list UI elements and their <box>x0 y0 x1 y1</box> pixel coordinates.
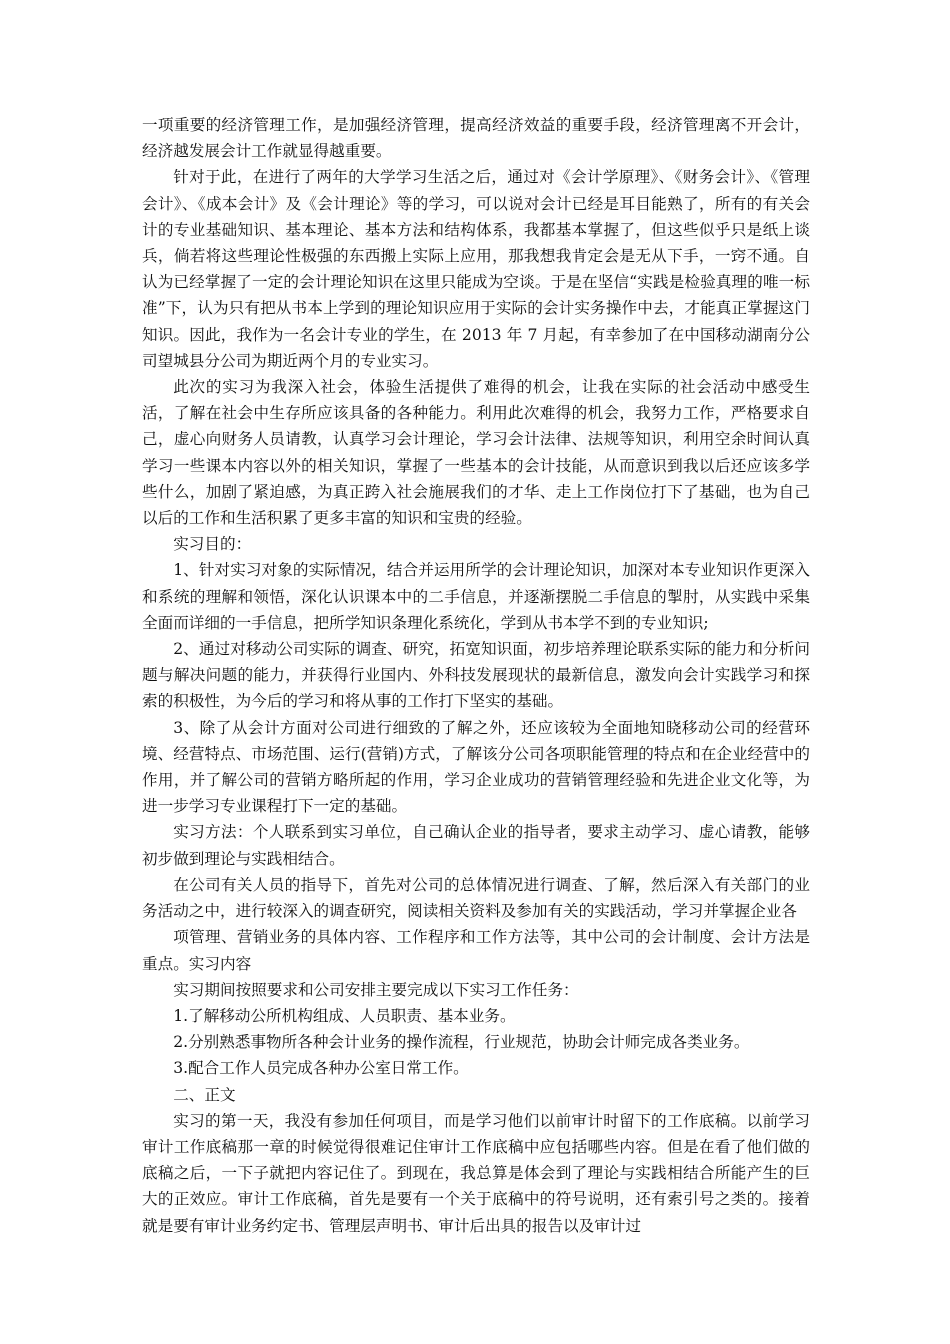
section-heading: 二、正文 <box>173 1085 236 1104</box>
paragraph-6: 2、通过对移动公司实际的调查、研究，拓宽知识面，初步培养理论联系实际的能力和分析问题与解决问题的能力，并获得行业国内、外科技发展现状的最新信息，激发向会计实践学习和探索的积极性，为今后的学习和将从事的工作打下坚实的基础。 <box>142 640 810 711</box>
paragraph-11: 实习期间按照要求和公司安排主要完成以下实习工作任务： <box>173 980 579 999</box>
document-page <box>142 112 810 1239</box>
paragraph-10: 项管理、营销业务的具体内容、工作程序和工作方法等，其中公司的会计制度、会计方法是重点。实习内容 <box>142 928 810 973</box>
paragraph-7: 3、除了从会计方面对公司进行细致的了解之外，还应该较为全面地知晓移动公司的经营环境、经营特点、市场范围、运行(营销)方式，了解该分公司各项职能管理的特点和在企业经营中的作用，并了解公司的营销方略所起的作用，学习企业成功的营销管理经验和先进企业文化等，为进一步学习专业课程打下一定的基础。 <box>142 718 810 816</box>
paragraph-9: 在公司有关人员的指导下，首先对公司的总体情况进行调查、了解，然后深入有关部门的业务活动之中，进行较深入的调查研究，阅读相关资料及参加有关的实践活动，学习并掌握企业各 <box>142 875 810 921</box>
paragraph-3: 此次的实习为我深入社会，体验生活提供了难得的机会，让我在实际的社会活动中感受生活，了解在社会中生存所应该具备的各种能力。利用此次难得的机会，我努力工作，严格要求自己，虚心向财务人员请教，认真学习会计理论，学习会计法律、法规等知识，利用空余时间认真学习一些课本内容以外的相关知识，掌握了一些基本的会计技能，从而意识到我以后还应该多学些什么，加剧了紧迫感，为真正跨入社会施展我们的才华、走上工作岗位打下了基础，也为自己以后的工作和生活积累了更多丰富的知识和宝贵的经验。 <box>142 378 810 528</box>
paragraph-14: 3.配合工作人员完成各种办公室日常工作。 <box>173 1059 469 1078</box>
paragraph-1: 一项重要的经济管理工作，是加强经济管理，提高经济效益的重要手段，经济管理离不开会计，经济越发展会计工作就显得越重要。 <box>142 116 810 161</box>
paragraph-4: 实习目的： <box>173 535 252 554</box>
paragraph-12: 1.了解移动公所机构组成、人员职责、基本业务。 <box>173 1006 516 1025</box>
paragraph-2: 针对于此，在进行了两年的大学学习生活之后，通过对《会计学原理》、《财务会计》、《管理会计》、《成本会计》及《会计理论》等的学习，可以说对会计已经是耳目能熟了，所有的有关会计的专业基础知识、基本理论、基本方法和结构体系，我都基本掌握了，但这些似乎只是纸上谈兵，倘若将这些理论性极强的东西搬上实际上应用，那我想我肯定会是无从下手，一窍不通。自认为已经掌握了一定的会计理论知识在这里只能成为空谈。于是在坚信“实践是检验真理的唯一标准”下，认为只有把从书本上学到的理论知识应用于实际的会计实务操作中去，才能真正掌握这门知识。因此，我作为一名会计专业的学生，在 2013 年 7 月起，有幸参加了在中国移动湖南分公司望城县分公司为期近两个月的专业实习。 <box>142 168 810 370</box>
paragraph-13: 2.分别熟悉事物所各种会计业务的操作流程，行业规范，协助会计师完成各类业务。 <box>173 1033 750 1052</box>
paragraph-16: 实习的第一天，我没有参加任何项目，而是学习他们以前审计时留下的工作底稿。以前学习审计工作底稿那一章的时候觉得很难记住审计工作底稿中应包括哪些内容。但是在看了他们做的底稿之后，一下子就把内容记住了。到现在，我总算是体会到了理论与实践相结合所能产生的巨大的正效应。审计工作底稿，首先是要有一个关于底稿中的符号说明，还有索引号之类的。接着就是要有审计业务约定书、管理层声明书、审计后出具的报告以及审计过 <box>142 1111 810 1235</box>
paragraph-8: 实习方法：个人联系到实习单位，自己确认企业的指导者，要求主动学习、虚心请教，能够初步做到理论与实践相结合。 <box>142 823 810 868</box>
paragraph-5: 1、针对实习对象的实际情况，结合并运用所学的会计理论知识，加深对本专业知识作更深入和系统的理解和领悟，深化认识课本中的二手信息，并逐渐摆脱二手信息的掣肘，从实践中采集全面而详细的一手信息，把所学知识条理化系统化，学到从书本学不到的专业知识; <box>142 561 810 632</box>
